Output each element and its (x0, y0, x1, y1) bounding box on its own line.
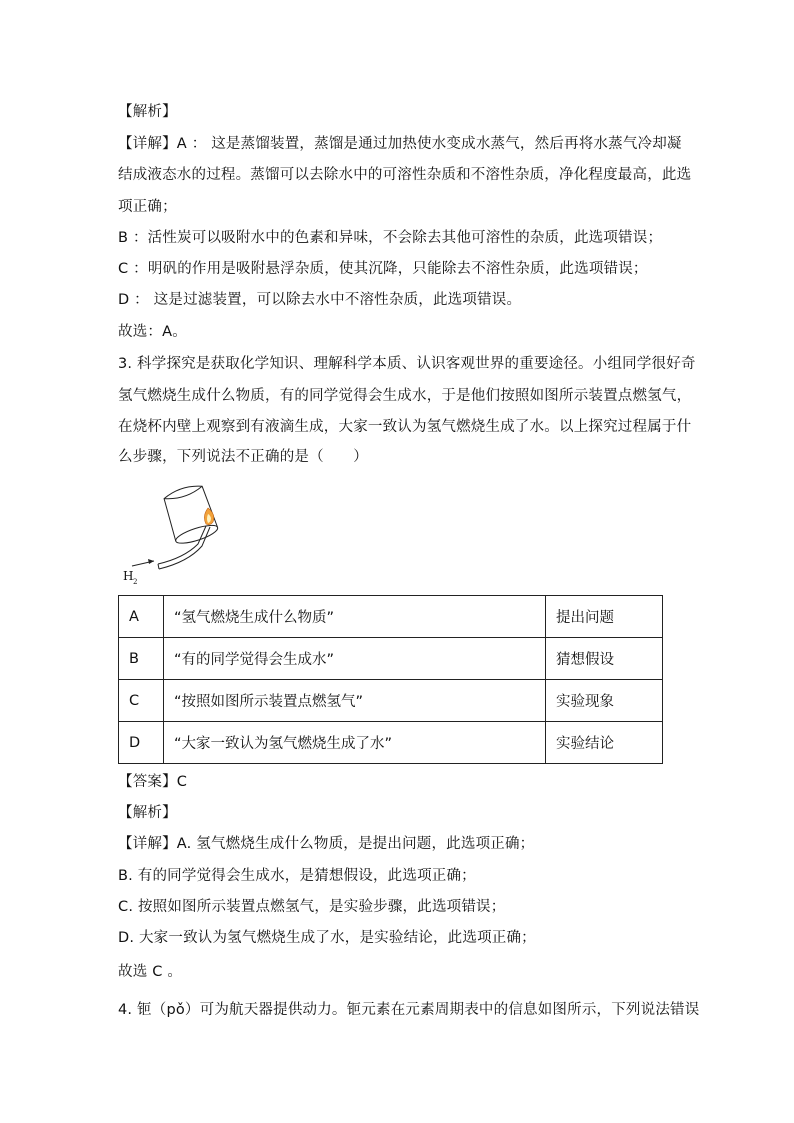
question-3-text: 么步骤，下列说法不正确的是（ ） (118, 449, 368, 465)
table-row (119, 638, 663, 680)
option-step: 猜想假设 (546, 638, 663, 680)
analysis-heading: 【解析】 (118, 104, 177, 120)
analysis-line: D ： 这是过滤装置，可以除去水中不溶性杂质，此选项错误。 (118, 292, 522, 308)
option-statement: “有的同学觉得会生成水” (164, 638, 546, 680)
question-4-text: 4. 钷（pǒ）可为航天器提供动力。钷元素在元素周期表中的信息如图所示，下列说法错误 (118, 1002, 700, 1018)
option-step: 实验现象 (546, 680, 663, 722)
analysis-line: B. 有的同学觉得会生成水，是猜想假设，此选项正确； (118, 868, 476, 884)
analysis-line: D. 大家一致认为氢气燃烧生成了水，是实验结论，此选项正确； (118, 930, 536, 946)
analysis-line: C. 按照如图所示装置点燃氢气，是实验步骤，此选项错误； (118, 899, 506, 915)
analysis-heading: 【解析】 (118, 805, 177, 821)
question-3-text: 在烧杯内壁上观察到有液滴生成，大家一致认为氢气燃烧生成了水。以上探究过程属于什 (118, 419, 692, 435)
table-row (119, 722, 663, 764)
flame-icon (204, 508, 213, 525)
analysis-line: 【详解】A. 氢气燃烧生成什么物质，是提出问题，此选项正确； (118, 836, 535, 852)
analysis-conclusion: 故选 C 。 (118, 964, 183, 980)
analysis-line: C ：明矾的作用是吸附悬浮杂质，使其沉降，只能除去不溶性杂质，此选项错误； (118, 261, 648, 277)
options-table (118, 595, 663, 764)
gas-inlet-arrow (132, 559, 154, 566)
option-step: 实验结论 (546, 722, 663, 764)
analysis-line: B ：活性炭可以吸附水中的色素和异味，不会除去其他可溶性的杂质，此选项错误； (118, 230, 663, 246)
table-row (119, 596, 663, 638)
h2-subscript: 2 (133, 578, 138, 586)
option-letter: A (119, 596, 164, 638)
analysis-line: 项正确； (118, 199, 177, 215)
option-letter: D (119, 722, 164, 764)
answer-line: 【答案】C (118, 774, 188, 790)
hydrogen-combustion-figure (118, 474, 248, 586)
question-3-text: 3. 科学探究是获取化学知识、理解科学本质、认识客观世界的重要途径。小组同学很好奇 (118, 356, 696, 372)
option-statement: “按照如图所示装置点燃氢气” (164, 680, 546, 722)
beaker-flame-diagram (118, 474, 248, 586)
delivery-tube (158, 526, 210, 569)
question-3-text: 氢气燃烧生成什么物质，有的同学觉得会生成水，于是他们按照如图所示装置点燃氢气， (118, 388, 692, 404)
h2-label: H (123, 569, 134, 583)
analysis-line: 【详解】A ： 这是蒸馏装置，蒸馏是通过加热使水变成水蒸气，然后再将水蒸气冷却凝 (118, 136, 682, 152)
table-row (119, 680, 663, 722)
analysis-conclusion: 故选：A。 (118, 324, 187, 340)
option-letter: C (119, 680, 164, 722)
option-step: 提出问题 (546, 596, 663, 638)
option-letter: B (119, 638, 164, 680)
analysis-line: 结成液态水的过程。蒸馏可以去除水中的可溶性杂质和不溶性杂质，净化程度最高，此选 (118, 167, 692, 183)
option-statement: “大家一致认为氢气燃烧生成了水” (164, 722, 546, 764)
option-statement: “氢气燃烧生成什么物质” (164, 596, 546, 638)
